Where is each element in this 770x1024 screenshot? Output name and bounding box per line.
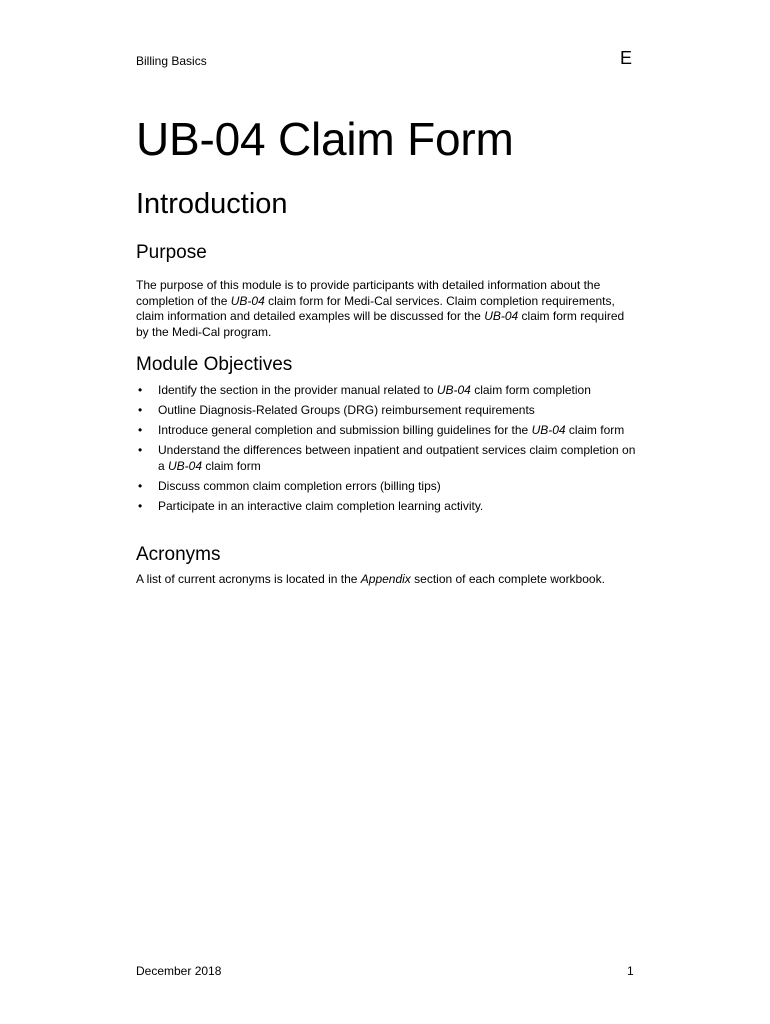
running-header-section: Billing Basics — [136, 54, 207, 68]
list-item: • Outline Diagnosis-Related Groups (DRG) reimbursement requirements — [138, 403, 535, 417]
footer-date: December 2018 — [136, 964, 222, 978]
footer-page-number: 1 — [627, 964, 634, 978]
page-title: UB-04 Claim Form — [136, 113, 514, 165]
list-item: • Participate in an interactive claim completion learning activity. — [138, 498, 484, 513]
running-header-tab-letter: E — [620, 48, 633, 68]
list-item: • Understand the differences between inpatient and outpatient services claim completion on a UB-04 claim form — [138, 443, 636, 473]
list-item: • Discuss common claim completion errors (billing tips) — [138, 478, 441, 493]
purpose-paragraph: The purpose of this module is to provide participants with detailed information about the completion of the UB-04 claim form for Medi-Cal services. Claim completion requirements, claim information and detailed examples will be discussed for the UB-04 claim form required by the Medi-Cal program. — [136, 278, 625, 339]
purpose-heading: Purpose — [136, 242, 207, 263]
list-item: • Introduce general completion and submission billing guidelines for the UB-04 claim form — [138, 423, 625, 437]
introduction-heading: Introduction — [136, 188, 288, 220]
list-item: • Identify the section in the provider manual related to UB-04 claim form completion — [138, 383, 591, 397]
objectives-list — [136, 383, 636, 519]
acronyms-heading: Acronyms — [136, 544, 221, 565]
module-objectives-heading: Module Objectives — [136, 354, 293, 375]
acronyms-paragraph: A list of current acronyms is located in the Appendix section of each complete workbook. — [136, 572, 605, 586]
